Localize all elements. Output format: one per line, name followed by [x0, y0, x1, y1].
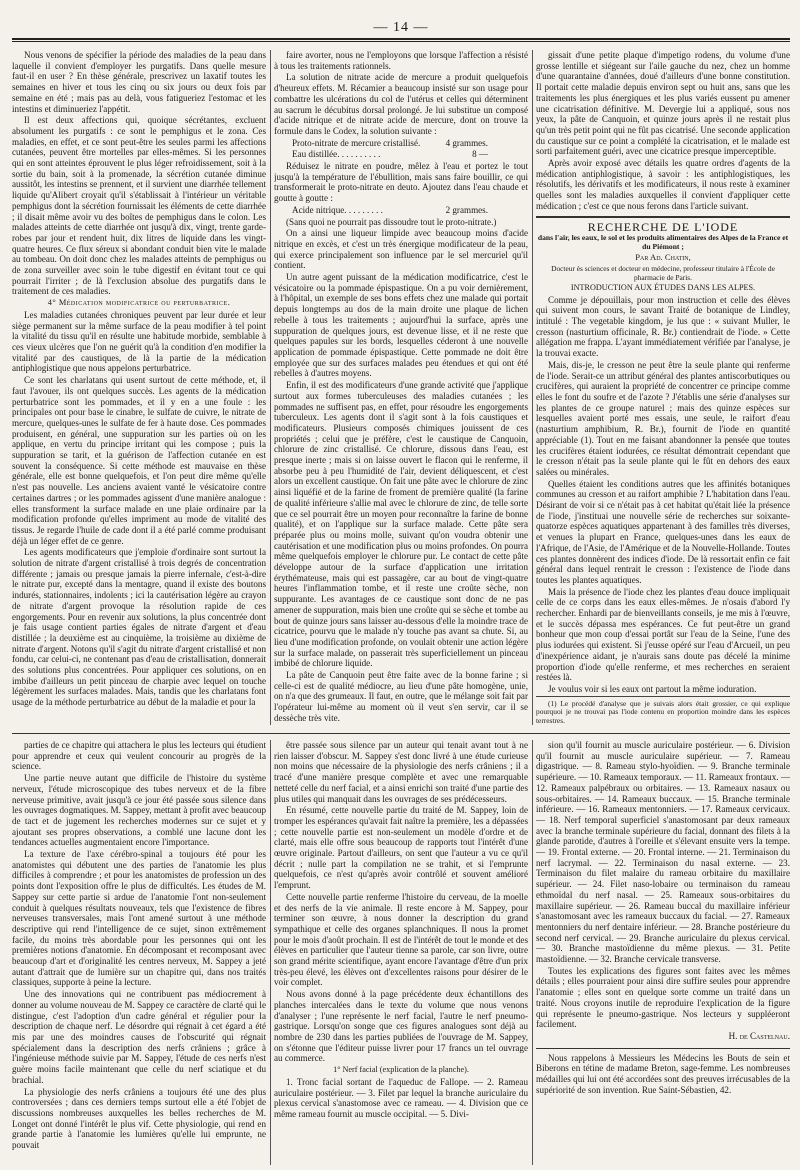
- formula-line: [274, 205, 528, 216]
- column-divider: [532, 740, 533, 1165]
- formula-ingredient: Acide nitrique. . . . . . . . .: [292, 204, 383, 215]
- formula-quantity: 2 grammes.: [445, 204, 488, 215]
- paragraph: Cette nouvelle partie renferme l'histoire du cerveau, de la moelle et des nerfs de la vie animale. Il reste encore à M. Sappey, pour terminer son œuvre, à nous donner la description du grand sympathique et celle des organes splanchniques. Il nous la promet pour le mois d'août prochain. Il est de l'intérêt de tout le monde et des élèves en particulier que l'auteur tienne sa parole, car son livre, outre son grand mérite scientifique, ayant encore l'avantage d'être d'un prix très-peu élevé, les élèves ont d'excellentes raisons pour désirer de le voir complet.: [274, 891, 528, 988]
- page-number: — 14 —: [373, 20, 429, 35]
- notice-paragraph: Nous rappelons à Messieurs les Médecins les Bouts de sein et Biberons en tétine de madame Breton, sage-femme. Les nombreuses médailles qui lui ont été accordées sont des preuves irrécusables de la supériorité de son invention. Rue Saint-Sébastien, 42.: [536, 1052, 790, 1095]
- paragraph: (Sans quoi ne pourrait pas dissoudre tout le proto-nitrate.): [286, 216, 497, 227]
- paragraph: Mais la présence de l'iode chez les plantes d'eau douce impliquait celle de ce corps dans les eaux elles-mêmes. Je n'osais d'abord l'y rechercher. Enhardi par de bienveillants conseils, je me mis à l'œuvre, et le succès dépassa mes espérances. Ce fut peut-être un grand bonheur que mon coup d'essai portât sur l'eau de la Seine, l'une des plus iodurées qui existent. Si j'eusse opéré sur l'eau d'Arcueil, un peu d'inexpérience aidant, je n'aurais sans doute pas décelé la minime proportion d'iode qu'elle renferme, et mes recherches en seraient restées là.: [536, 586, 790, 683]
- paragraph: On a ainsi une liqueur limpide avec beaucoup moins d'acide nitrique en excès, et c'est un très énergique modificateur de la peau, qui exerce principalement son influence par le sel mercuriel qu'il contient.: [274, 228, 528, 271]
- section-heading: 4° Médication modificatrice ou perturbatrice.: [47, 298, 231, 308]
- paragraph: Ce sont les charlatans qui usent surtout de cette méthode, et, il faut l'avouer, ils ont quelques succès. Les agents de la médication perturbatrice sont les pommades, et il y en a une foule : les principales ont pour base le cinabre, le sulfate de cuivre, le nitrate de mercure, quelques-unes le sulfate de fer à haute dose. Ces pommades produisent, en général, une suppuration sur les parties où on les applique, en vertu du principe irritant qui les compose ; puis la suppuration se tarit, et la guérison de l'affection cutanée en est souvent la conséquence. Si cette méthode est mauvaise en thèse générale, elle est bonne quelquefois, et l'on peut dire même qu'elle n'est pas nouvelle. Les anciens avaient vanté le vésicatoire contre certaines dartres ; or les pommades agissent d'une manière analogue : elles transforment la surface malade en une plaie ordinaire par la modification profonde qu'elles impriment au mode de vitalité des tissus. Je regarde l'huile de cade dont il a été parlé comme produisant déjà un léger effet de ce genre.: [12, 375, 266, 546]
- notice-separator: [536, 1048, 790, 1049]
- header-rule: [12, 38, 790, 40]
- paragraph: Il est deux affections qui, quoique sécrétantes, excluent absolument les purgatifs : ce sont le pemphigus et le zona. Ces maladies, en effet, et ce sont peut-être les seules parmi les affections cutanées, peuvent être mortelles par elles-mêmes. Si les personnes qui en sont atteintes éprouvent le plus léger refroidissement, soit à la sortie du bain, soit à la promenade, la sécrétion cutanée diminue aussitôt, les intestins se prennent, et il survient une diarrhée tellement liquide qu'Alibert croyait qu'il s'établissait à l'intérieur un véritable pemphigus dont la sécrétion fournissait les éléments de cette diarrhée ; il disait même avoir vu des boîtes de pemphigus dans le colon. Les malades atteints de cette diarrhée ont jusqu'à dix, vingt, trente garde-robes par jour et rendent huit, dix litres de liquide dans les vingt-quatre heures. Ce flux séreux si abondant conduit bien vite le malade au tombeau. On doit donc chez les malades atteints de pemphigus ou de zona surveiller avec soin le tube digestif en évitant tout ce qui pourrait l'irriter ; de là l'exclusion absolue des purgatifs dans le traitement de ces maladies.: [12, 115, 266, 297]
- column-divider: [270, 740, 271, 1165]
- paragraph: 1. Tronc facial sortant de l'aqueduc de Fallope. — 2. Rameau auriculaire postérieur. — 3. Filet par lequel la branche auriculaire du plexus cervical s'anastomose avec ce rameau. — 4. Division que ce même rameau fournit au muscle occipital. — 5. Divi-: [274, 1076, 528, 1119]
- paragraph: Les maladies cutanées chroniques peuvent par leur durée et leur siège permanent sur la même surface de la peau modifier à tel point la vitalité du tissu qu'il en résulte une habitude morbide, semblable à ces vieux ulcères que l'on ne guérit qu'à la condition d'en modifier la vitalité par des caustiques, de là la partie de la médication antiphlogistique que nous appelons perturbatrice.: [12, 309, 266, 374]
- paragraph: Un autre agent puissant de la médication modificatrice, c'est le vésicatoire ou la pommade épispastique. On a pu voir dernièrement, à l'hôpital, un exemple de ses bons effets chez une malade qui portait depuis longtemps au dos de la main droite une plaque de lichen rebelle à tous les traitements ; aujourd'hui la surface, après une suppuration de quelques jours, est devenue lisse, et il ne reste que quelques papules sur les bords, lesquelles céderont à une nouvelle application de pommade épispastique. Cette pommade ne doit être employée que sur des surfaces malades peu étendues et qui ont été rebelles à d'autres moyens.: [274, 272, 528, 379]
- paragraph: Nous venons de spécifier la période des maladies de la peau dans laquelle il convient d'employer les purgatifs. Dans quelle mesure faut-il en user ? En thèse générale, prescrivez un laxatif toutes les semaines en hiver et tous les cinq ou six jours ou deux fois par semaine en été ; mais pas au delà, vous fatigueriez l'estomac et les intestins et diminueriez l'appétit.: [12, 50, 266, 114]
- formula-quantity: 4 grammes.: [445, 137, 488, 148]
- author-affiliation: Docteur ès sciences et docteur en médecine, professeur titulaire à l'École de pharmacie de Paris.: [551, 263, 775, 282]
- column-6: [536, 740, 790, 1165]
- journal-page: [12, 0, 790, 1170]
- paragraph: Réduisez le nitrate en poudre, mêlez à l'eau et portez le tout jusqu'à la température de l'ébullition, mais sans faire bouillir, ce qui transformerait le proto-nitrate en deuto. Ajoutez dans l'eau chaude et goutte à goutte :: [274, 161, 528, 204]
- signature: H. de Castelnau.: [728, 1030, 790, 1041]
- footnote: (1) Le procédé d'analyse que je suivais alors était grossier, ce qui explique pourquoi je ne trouvai pas l'iode contenu en proportion moindre dans les espèces terrestres.: [536, 696, 790, 725]
- header-rule-thin: [12, 41, 790, 42]
- paragraph: La physiologie des nerfs crâniens a toujours été une des plus controversées ; dans ces derniers temps surtout elle a été l'objet de discussions nombreuses auxquelles les belles recherches de M. Longet ont donné l'intérêt le plus vif. Cette physiologie, qui rend en grande partie à l'anatomie les lumières qu'elle lui emprunte, ne pouvait: [12, 1086, 266, 1151]
- column-divider: [270, 50, 271, 725]
- paragraph: sion qu'il fournit au muscle auriculaire postérieur. — 6. Division qu'il fournit au muscle auriculaire supérieur. — 7. Rameau digastrique. — 8. Rameau stylo-hyoïdien. — 9. Branche terminale supérieure. — 10. Rameaux temporaux. — 11. Rameaux frontaux. — 12. Rameaux palpébraux ou orbitaires. — 13. Rameaux nasaux ou sous-orbitaires. — 14. Rameaux buccaux. — 15. Branche terminale inférieure. — 16. Rameaux mentonniers. — 17. Rameaux cervicaux. — 18. Nerf temporal superficiel s'anastomosant par deux rameaux avec la branche terminale supérieure du facial, donnant des filets à la glande parotide, d'autres à l'oreille et s'élevant ensuite vers la tempe. — 19. Frontal externe. — 20. Frontal interne. — 21. Terminaison du nerf lacrymal. — 22. Terminaison du nasal externe. — 23. Terminaison du filet malaire du rameau orbitaire du maxillaire supérieur. — 24. Filet naso-lobaire ou terminaison du rameau ethmoïdal du nerf nasal. — 25. Rameaux sous-orbitaires du maxillaire supérieur. — 26. Rameau buccal du maxillaire inférieur s'anastomosant avec les rameaux buccaux du facial. — 27. Rameaux mentonniers du nerf dentaire inférieur. — 28. Branche postérieure du second nerf cervical. — 29. Branche auriculaire du plexus cervical. — 30. Branche mastoïdienne du même plexus. — 31. Petite mastoïdienne. — 32. Branche cervicale transverse.: [536, 740, 790, 965]
- figure-caption-heading: 1° Nerf facial (explication de la planche).: [333, 1065, 469, 1075]
- paragraph: En résumé, cette nouvelle partie du traité de M. Sappey, loin de tromper les espérances qu'avait fait naître la première, les a dépassées ; cette nouvelle partie est non-seulement un modèle d'ordre et de clarté, mais elle offre sous beaucoup de rapports tout l'intérêt d'une œuvre originale. Partout d'ailleurs, on sent que l'auteur a vu ce qu'il décrit ; nulle part la compilation ne se trahit, et si l'emprunte quelquefois, ce n'est qu'après avoir contrôlé et souvent amélioré l'emprunt.: [274, 805, 528, 891]
- paragraph: Les agents modificateurs que j'emploie d'ordinaire sont surtout la solution de nitrate d'argent cristallisé à trois degrés de concentration différente ; jamais ou presque jamais la pierre infernale, c'est-à-dire le nitrate pur, excepté dans la mentagre, quand il existe des boutons indurés, stationnaires, indolents ; ici la cautérisation légère au crayon de nitrate d'argent provoque la résolution rapide de ces engorgements. Pour en revenir aux solutions, la plus concentrée dont je fais usage contient parties égales de nitrate d'argent et d'eau distillée ; la deuxième est au cinquième, la troisième au dixième de nitrate d'argent. Notons qu'il s'agit du nitrate d'argent cristallisé et non fondu, car celui-ci, ne contenant pas d'eau de cristallisation, donnerait des solutions plus concentrées. Pour appliquer ces solutions, on en imbibe d'ailleurs un petit pinceau de charpie avec lequel on touche légèrement les surfaces malades. Mais, tandis que les charlatans font usage de la méthode perturbatrice au début de la maladie et pour la: [12, 547, 266, 708]
- paragraph: La pâte de Canquoin peut être faite avec de la bonne farine ; si celle-ci est de qualité médiocre, au lieu d'une pâte homogène, unie, on n'a que des grumeaux. Il faut, en outre, que le mélange soit fait par l'opérateur lui-même au moment où il veut s'en servir, car il se dessèche très vite.: [274, 670, 528, 723]
- column-5: [274, 740, 528, 1165]
- article-title: RECHERCHE DE L'IODE: [587, 219, 739, 234]
- paragraph: faire avorter, nous ne l'employons que lorsque l'affection a résisté à tous les traitements rationnels.: [274, 50, 528, 71]
- paragraph: Enfin, il est des modificateurs d'une grande activité que j'applique surtout aux formes tuberculeuses des maladies cutanées ; les pommades ne suffisent pas, en effet, pour résoudre les engorgements tuberculeux. Les agents dont il s'agit sont à la fois caustiques et modificateurs. Plusieurs composés chimiques jouissent de ces propriétés ; celui que je préfère, c'est le caustique de Canquoin, chlorure de zinc cristallisé. Ce chlorure, dissous dans l'eau, est presque inerte ; mais si on laisse ouvert le flacon qui le renferme, il absorbe peu à peu l'humidité de l'air, devient déliquescent, et c'est alors un excellent caustique. On fait une pâte avec le chlorure de zinc ainsi liquéfié et de la farine de froment de première qualité (la farine de qualité inférieure s'allie mal avec le chlorure de zinc, de telle sorte que ce sel pourrait être un moyen pour reconnaître la farine de bonne qualité), et on l'applique sur la surface malade. Cette pâte sera préparée plus ou moins molle, suivant qu'on voudra obtenir une cautérisation et une modification plus ou moins profondes. On pourra même quelquefois employer le chlorure pur. Le contact de cette pâte développe autour de la surface d'application une irritation érythémateuse, mais qui est passagère, car au bout de vingt-quatre heures l'inflammation tombe, et il reste une croûte sèche, non suppurante. Les avantages de ce caustique sont donc de ne pas amener de suppuration, mais bien une croûte qui se sèche et tombe au bout de quinze jours sans laisser au-dessous d'elle la moindre trace de cicatrice, pourvu que le malade n'y touche pas avant sa chute. Si, au lieu d'une modification profonde, on voulait obtenir une action légère sur la surface malade, on passerait très superficiellement un pinceau imbibé de chlorure liquide.: [274, 380, 528, 669]
- paragraph: Nous avons donné à la page précédente deux échantillons des planches intercalées dans le texte du volume que nous venons d'analyser ; l'une représente le nerf facial, l'autre le nerf pneumo-gastrique. Lorsqu'on songe que ces figures analogues sont déjà au nombre de 230 dans les parties publiées de l'ouvrage de M. Sappey, on s'étonne que l'éditeur puisse livrer pour 17 francs un tel ouvrage au commerce.: [274, 989, 528, 1064]
- paragraph: Une des innovations qui ne contribuent pas médiocrement à donner au volume nouveau de M. Sappey ce caractère de clarté qui le distingue, c'est l'adoption d'un cadre général et régulier pour la description de chaque nerf. Le désordre qui régnait à cet égard a été mis par une des moindres causes de l'obscurité qui régnait spécialement dans la description des nerfs crâniens ; grâce à l'ingénieuse méthode suivie par M. Sappey, l'étude de ces nerfs n'est guère moins facile maintenant que celle du nerf sciatique et du brachial.: [12, 989, 266, 1085]
- column-4: [12, 740, 266, 1165]
- formula-line: [274, 149, 528, 160]
- paragraph: La solution de nitrate acide de mercure a produit quelquefois d'heureux effets. M. Récamier a beaucoup insisté sur son usage pour combattre les ulcérations du col de l'utérus et celles qui déterminent au sacrum le décubitus dorsal prolongé. Je lui substitue un composé d'acide nitrique et de nitrate acide de mercure, dont on trouve la formule dans le Codex, la solution suivante :: [274, 72, 528, 136]
- page-header: [12, 20, 790, 38]
- column-1: [12, 50, 266, 725]
- paragraph: Mais, dis-je, le cresson ne peut être la seule plante qui renferme de l'iode. Serait-ce un attribut général des plantes antiscorbutiques ou crucifères, qui auraient la propriété de concentrer ce principe comme elles le font du soufre et de l'azote ? J'établis une série d'analyses sur les plantes de ce groupe naturel ; mais des quinze espèces sur lesquelles avaient porté mes essais, une seule, le raifort d'eau (nasturtium amphibium, R. Br.), fournit de l'iode en quantité appréciable (1). Tout en me faisant abandonner la pensée que toutes les crucifères étaient iodurées, ce résultat démontrait cependant que le cresson n'était pas la seule plante qui le fût en dehors des eaux salées ou minérales.: [536, 359, 790, 477]
- paragraph: être passée sous silence par un auteur qui tenait avant tout à ne rien laisser d'obscur. M. Sappey s'est donc livré à une étude curieuse non moins que nécessaire de la physiologie des nerfs crâniens ; il a tracé d'une manière presque complète et avec une remarquable netteté celle du nerf facial, et a ainsi enrichi son traité d'une partie des plus utiles qui manquait dans les ouvrages de ses prédécesseurs.: [274, 740, 528, 804]
- paragraph: parties de ce chapitre qui attachera le plus les lecteurs qui étudient pour apprendre et ceux qui veulent concourir au progrès de la science.: [12, 740, 266, 772]
- paragraph: gissait d'une petite plaque d'impetigo rodens, du volume d'une grosse lentille et siégeant sur l'aile gauche du nez, chez un homme d'une quarantaine d'années, doué d'ailleurs d'une bonne constitution. Il portait cette maladie depuis environ sept ou huit ans, sans que les traitements les plus énergiques et les plus variés eussent pu amener une cicatrisation définitive. M. Devergie lui a appliqué, sous nos yeux, la pâte de Canquoin, et quinze jours après il ne restait plus qu'un très petit point qui ne fût pas cicatrisé. Une seconde application du caustique sur ce point a complété la cicatrisation, et le malade est sorti parfaitement guéri, avec une cicatrice presque imperceptible.: [536, 50, 790, 157]
- section-rule: [12, 733, 790, 734]
- column-3: [536, 50, 790, 725]
- paragraph: Après avoir exposé avec détails les quatre ordres d'agents de la médication antiphlogistique, à savoir : les antiphlogistiques, les résolutifs, les dérivatifs et les modificateurs, il nous reste à examiner quelles sont les maladies auxquelles il convient d'appliquer cette médication ; c'est ce que nous ferons dans l'article suivant.: [536, 158, 790, 211]
- formula-quantity: 8 —: [472, 149, 488, 160]
- article-subtitle: dans l'air, les eaux, le sol et les produits alimentaires des Alpes de la France et du Piémont ;: [537, 233, 789, 252]
- article-author: Par Ad. Chatin,: [635, 252, 691, 263]
- formula-ingredient: Proto-nitrate de mercure cristallisé.: [292, 137, 421, 148]
- article-separator: [536, 216, 790, 218]
- paragraph: Quelles étaient les conditions autres que les affinités botaniques communes au cresson et au raifort amphibie ? L'habitation dans l'eau. Désirant de voir si ce n'était pas à cet habitat qu'était liée la présence de l'iode, j'instituai une nouvelle série de recherches sur soixante-quatorze espèces aquatiques appartenant à des familles très diverses, et venues la plupart en France, quelques-unes dans les eaux de l'Afrique, de l'Asie, de l'Amérique et de la Nouvelle-Hollande. Toutes ces plantes donnèrent des indices d'iode. De là ressortait enfin ce fait général dans lequel rentrait le cresson : l'existence de l'iode dans toutes les plantes aquatiques.: [536, 478, 790, 585]
- section-heading: INTRODUCTION AUX ÉTUDES DANS LES ALPES.: [570, 282, 756, 292]
- formula-line: [274, 138, 528, 149]
- paragraph: Comme je dépouillais, pour mon instruction et celle des élèves qui suivent mon cours, le savant Traité de botanique de Lindley, intitulé : The vegetable kingdom, je lus que : « suivant Muller, le cresson (nasturtium officinale, R. Br.) contiendrait de l'iode. » Cette allégation me frappa. L'ayant immédiatement vérifiée par l'analyse, je la trouvai exacte.: [536, 294, 790, 359]
- formula-ingredient: Eau distillée. . . . . . . . . .: [292, 149, 381, 160]
- paragraph: Toutes les explications des figures sont faites avec les mêmes détails ; elles pourraient pour ainsi dire suffire seules pour apprendre l'anatomie ; elles sont en quelque sorte comme un traité dans un traité. Nous croyons inutile de reproduire l'explication de la figure qui représente le pneumo-gastrique. Nos lecteurs y suppléeront facilement.: [536, 965, 790, 1030]
- column-2: [274, 50, 528, 725]
- paragraph: Je voulus voir si les eaux ont partout la même ioduration.: [548, 683, 757, 694]
- column-divider: [532, 50, 533, 725]
- paragraph: La texture de l'axe cérébro-spinal a toujours été pour les anatomistes qui débutent une des parties de l'anatomie les plus difficiles à comprendre ; et pour les anatomistes de profession un des points dont l'exposition offre le plus de difficultés. Les études de M. Sappey sur cette partie si ardue de l'anatomie l'ont non-seulement conduit à quelques résultats nouveaux, tels que l'existence de fibres nerveuses transversales, mais l'ont amené surtout à une méthode descriptive qui rend l'intelligence de ce sujet, sinon extrêmement facile, du moins très abordable pour les personnes qui ont les premières notions d'anatomie. En décomposant et recomposant avec beaucoup d'art et d'originalité les centres nerveux, M. Sappey a jeté autant d'attrait que de lumière sur un chapitre qui, dans nos traités classiques, supporte à peine la lecture.: [12, 849, 266, 988]
- paragraph: Une partie neuve autant que difficile de l'histoire du système nerveux, l'étude microscopique des tubes nerveux et de la fibre nerveuse primitive, avait jusqu'à ce jour été passée sous silence dans les ouvrages dogmatiques. M. Sappey, mettant à profit avec beaucoup de tact et de jugement les recherches modernes sur ce sujet et y ajoutant ses propres observations, a comblé une lacune dont les tendances actuelles augmentaient encore l'importance.: [12, 773, 266, 848]
